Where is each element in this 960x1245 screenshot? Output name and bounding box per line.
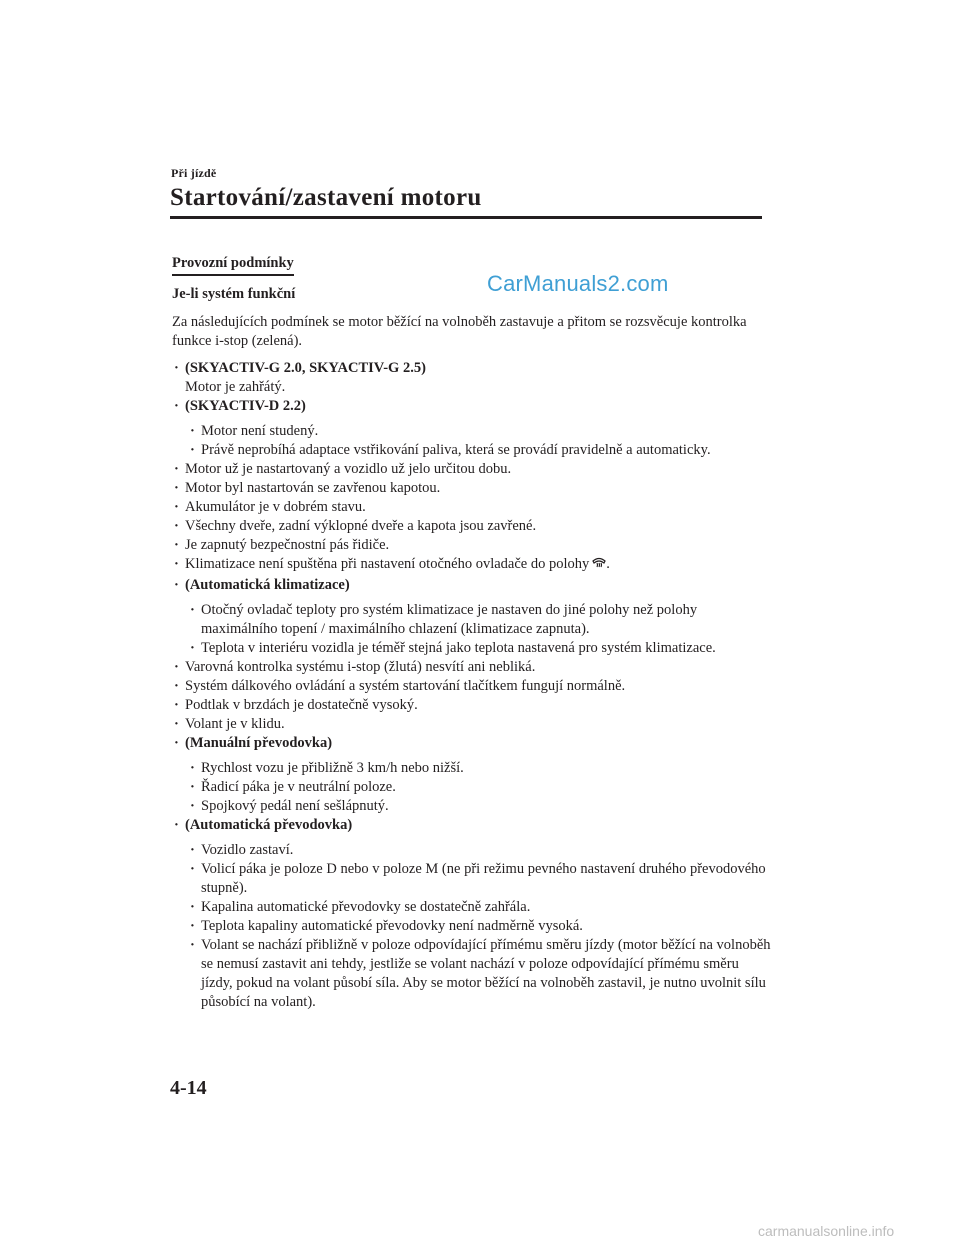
list-item: · Volant je v klidu. [174,716,285,732]
list-item: · (Manuální převodovka) [174,735,333,751]
bullet: · [174,577,179,593]
bullet: · [190,442,195,458]
section-heading: Provozní podmínky [172,254,294,276]
bullet: · [174,499,179,515]
bullet: · [190,640,195,656]
sub-list-item: · Motor není studený. [190,423,319,439]
bullet: · [190,423,195,439]
list-item: · (Automatická převodovka) [174,817,353,833]
bullet: · [174,716,179,732]
sub-list-item: · Rychlost vozu je přibližně 3 km/h nebo nižší. [190,760,464,776]
bullet: · [174,556,179,572]
header-rule [170,216,762,219]
sub-list-item: · Teplota v interiéru vozidla je téměř stejná jako teplota nastavená pro systém klimatizace. [190,640,716,656]
sub-list-item: · Řadicí páka je v neutrální poloze. [190,779,396,795]
bullet: · [174,659,179,675]
header-section-label: Při jízdě [171,166,217,180]
bullet: · [190,861,195,877]
footer-url: carmanualsonline.info [758,1223,895,1239]
sub-list-item: · Kapalina automatické převodovky se dostatečně zahřála. [190,899,531,915]
list-item: · (SKYACTIV-D 2.2) [174,398,306,414]
bullet: · [174,817,179,833]
bullet: · [174,735,179,751]
bullet: · [190,899,195,915]
bullet: · [190,937,195,953]
bullet: · [190,798,195,814]
list-item: · Všechny dveře, zadní výklopné dveře a kapota jsou zavřené. [174,518,537,534]
sub-list-item: · Otočný ovladač teploty pro systém klimatizace je nastaven do jiné polohy než polohy maximálního topení / maximálního chlazení (klimatizace zapnuta). [190,602,698,637]
bullet: · [190,842,195,858]
bullet: · [190,918,195,934]
sub-list-item: · Volant se nachází přibližně v poloze odpovídající přímému směru jízdy (motor běžící na volnoběh se nemusí zastavit ani tehdy, jestliže se volant nachází v poloze odpovídající přímému směru jízdy, pokud na volant působí síla. Aby se motor běžící na volnoběh zastavil, je nutno uvolnit sílu působící na volant). [190,937,771,1010]
page-title: Startování/zastavení motoru [170,184,482,211]
bullet: · [174,518,179,534]
watermark: CarManuals2.com [487,271,669,296]
intro-paragraph: Za následujících podmínek se motor běžící na volnoběh zastavuje a přitom se rozsvěcuje kontrolka funkce i-stop (zelená). [172,314,747,349]
bullet: · [174,398,179,414]
list-item: · Akumulátor je v dobrém stavu. [174,499,366,515]
list-item-text: Motor je zahřátý. [185,379,286,395]
list-item: · (Automatická klimatizace) [174,577,350,593]
list-item: · Je zapnutý bezpečnostní pás řidiče. [174,537,390,553]
content [172,254,772,1012]
defrost-icon [592,556,606,576]
sub-list-item: · Spojkový pedál není sešlápnutý. [190,798,389,814]
sub-list-item: · Vozidlo zastaví. [190,842,294,858]
sub-list-item: · Teplota kapaliny automatické převodovky není nadměrně vysoká. [190,918,583,934]
bullet: · [174,461,179,477]
bullet: · [190,760,195,776]
sub-list-item: · Volicí páka je poloze D nebo v poloze M (ne při režimu pevného nastavení druhého převodového stupně). [190,861,766,896]
list-item: · (SKYACTIV-G 2.0, SKYACTIV-G 2.5) [174,360,426,376]
list-item: · Varovná kontrolka systému i-stop (žlutá) nesvítí ani nebliká. [174,659,536,675]
list-item: · Motor byl nastartován se zavřenou kapotou. [174,480,441,496]
list-item: · Motor už je nastartovaný a vozidlo už jelo určitou dobu. [174,461,512,477]
bullet: · [190,602,195,618]
bullet: · [174,537,179,553]
list-item: · Systém dálkového ovládání a systém startování tlačítkem fungují normálně. [174,678,626,694]
page-number: 4-14 [170,1077,207,1099]
bullet: · [174,480,179,496]
sub-list-item: · Právě neprobíhá adaptace vstřikování paliva, která se provádí pravidelně a automaticky. [190,442,711,458]
bullet: · [174,697,179,713]
list-item: · Klimatizace není spuštěna při nastavení otočného ovladače do polohy . [172,555,772,576]
bullet: · [190,779,195,795]
subheading: Je-li systém funkční [172,286,296,302]
bullet: · [174,360,179,376]
bullet: · [174,678,179,694]
list-item: · Podtlak v brzdách je dostatečně vysoký. [174,697,418,713]
